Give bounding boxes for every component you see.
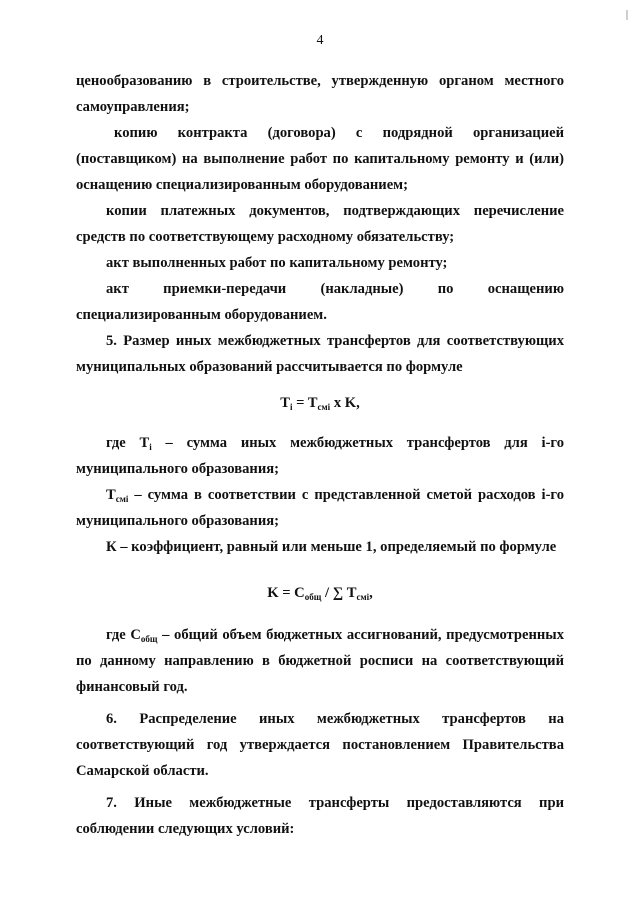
- paragraph-clause-7: 7. Иные межбюджетные трансферты предоставляются при соблюдении следующих условий:: [76, 795, 564, 837]
- scan-artifact: [626, 10, 628, 20]
- formula2-lhs: K = C: [267, 585, 305, 601]
- definition-c: [76, 622, 564, 700]
- document-body: [76, 68, 564, 842]
- formula-transfer-size: [76, 390, 564, 416]
- def-tsmi-sub: смi: [115, 494, 129, 504]
- def-c-rest: – общий объем бюджетных ассигнований, предусмотренных по данному направлению в бюджетной росписи на соответствующий финансовый год.: [76, 627, 564, 695]
- paragraph-clause-6: 6. Распределение иных межбюджетных трансфертов на соответствующий год утверждается постановлением Правительства Самарской области.: [76, 711, 564, 779]
- formula-coefficient: [76, 580, 564, 606]
- paragraph-clause-5: 5. Размер иных межбюджетных трансфертов для соответствующих муниципальных образований рассчитывается по формуле: [76, 333, 564, 375]
- formula2-c-sub: общ: [304, 592, 322, 602]
- paragraph-contract-copy: копию контракта (договора) с подрядной организацией (поставщиком) на выполнение работ по капитальному ремонту и (или) оснащению специализированным оборудованием;: [76, 125, 564, 193]
- formula1-lhs: T: [280, 395, 290, 411]
- formula1-lhs-sub: i: [289, 402, 293, 412]
- def-c-sub: общ: [140, 634, 158, 644]
- definition-tsmi: [76, 482, 564, 534]
- paragraph-payment-docs: копии платежных документов, подтверждающих перечисление средств по соответствующему расходному обязательству;: [76, 203, 564, 245]
- formula2-mid: / ∑ T: [321, 585, 357, 601]
- formula1-eq: = T: [292, 395, 318, 411]
- formula2-t-sub: смi: [356, 592, 370, 602]
- paragraph-pricing: ценообразованию в строительстве, утвержденную органом местного самоуправления;: [76, 73, 564, 115]
- definition-k: К – коэффициент, равный или меньше 1, определяемый по формуле: [106, 539, 557, 555]
- formula2-tail: ,: [369, 585, 373, 601]
- def-tsmi-rest: – сумма в соответствии с представленной сметой расходов i-го муниципального образования;: [76, 487, 564, 529]
- def-ti-start: где T: [106, 435, 150, 451]
- paragraph-works-act: акт выполненных работ по капитальному ремонту;: [106, 255, 448, 271]
- def-c-start: где C: [106, 627, 141, 643]
- def-ti-sub: i: [149, 442, 152, 452]
- def-tsmi-start: T: [106, 487, 116, 503]
- page-number: 4: [316, 33, 324, 48]
- def-ti-rest: – сумма иных межбюджетных трансфертов для i-го муниципального образования;: [76, 435, 564, 477]
- formula1-tail: x K,: [330, 395, 360, 411]
- paragraph-acceptance-act: акт приемки-передачи (накладные) по оснащению специализированным оборудованием.: [76, 281, 564, 323]
- formula1-rhs-sub: смi: [317, 402, 331, 412]
- definition-ti: [76, 430, 564, 482]
